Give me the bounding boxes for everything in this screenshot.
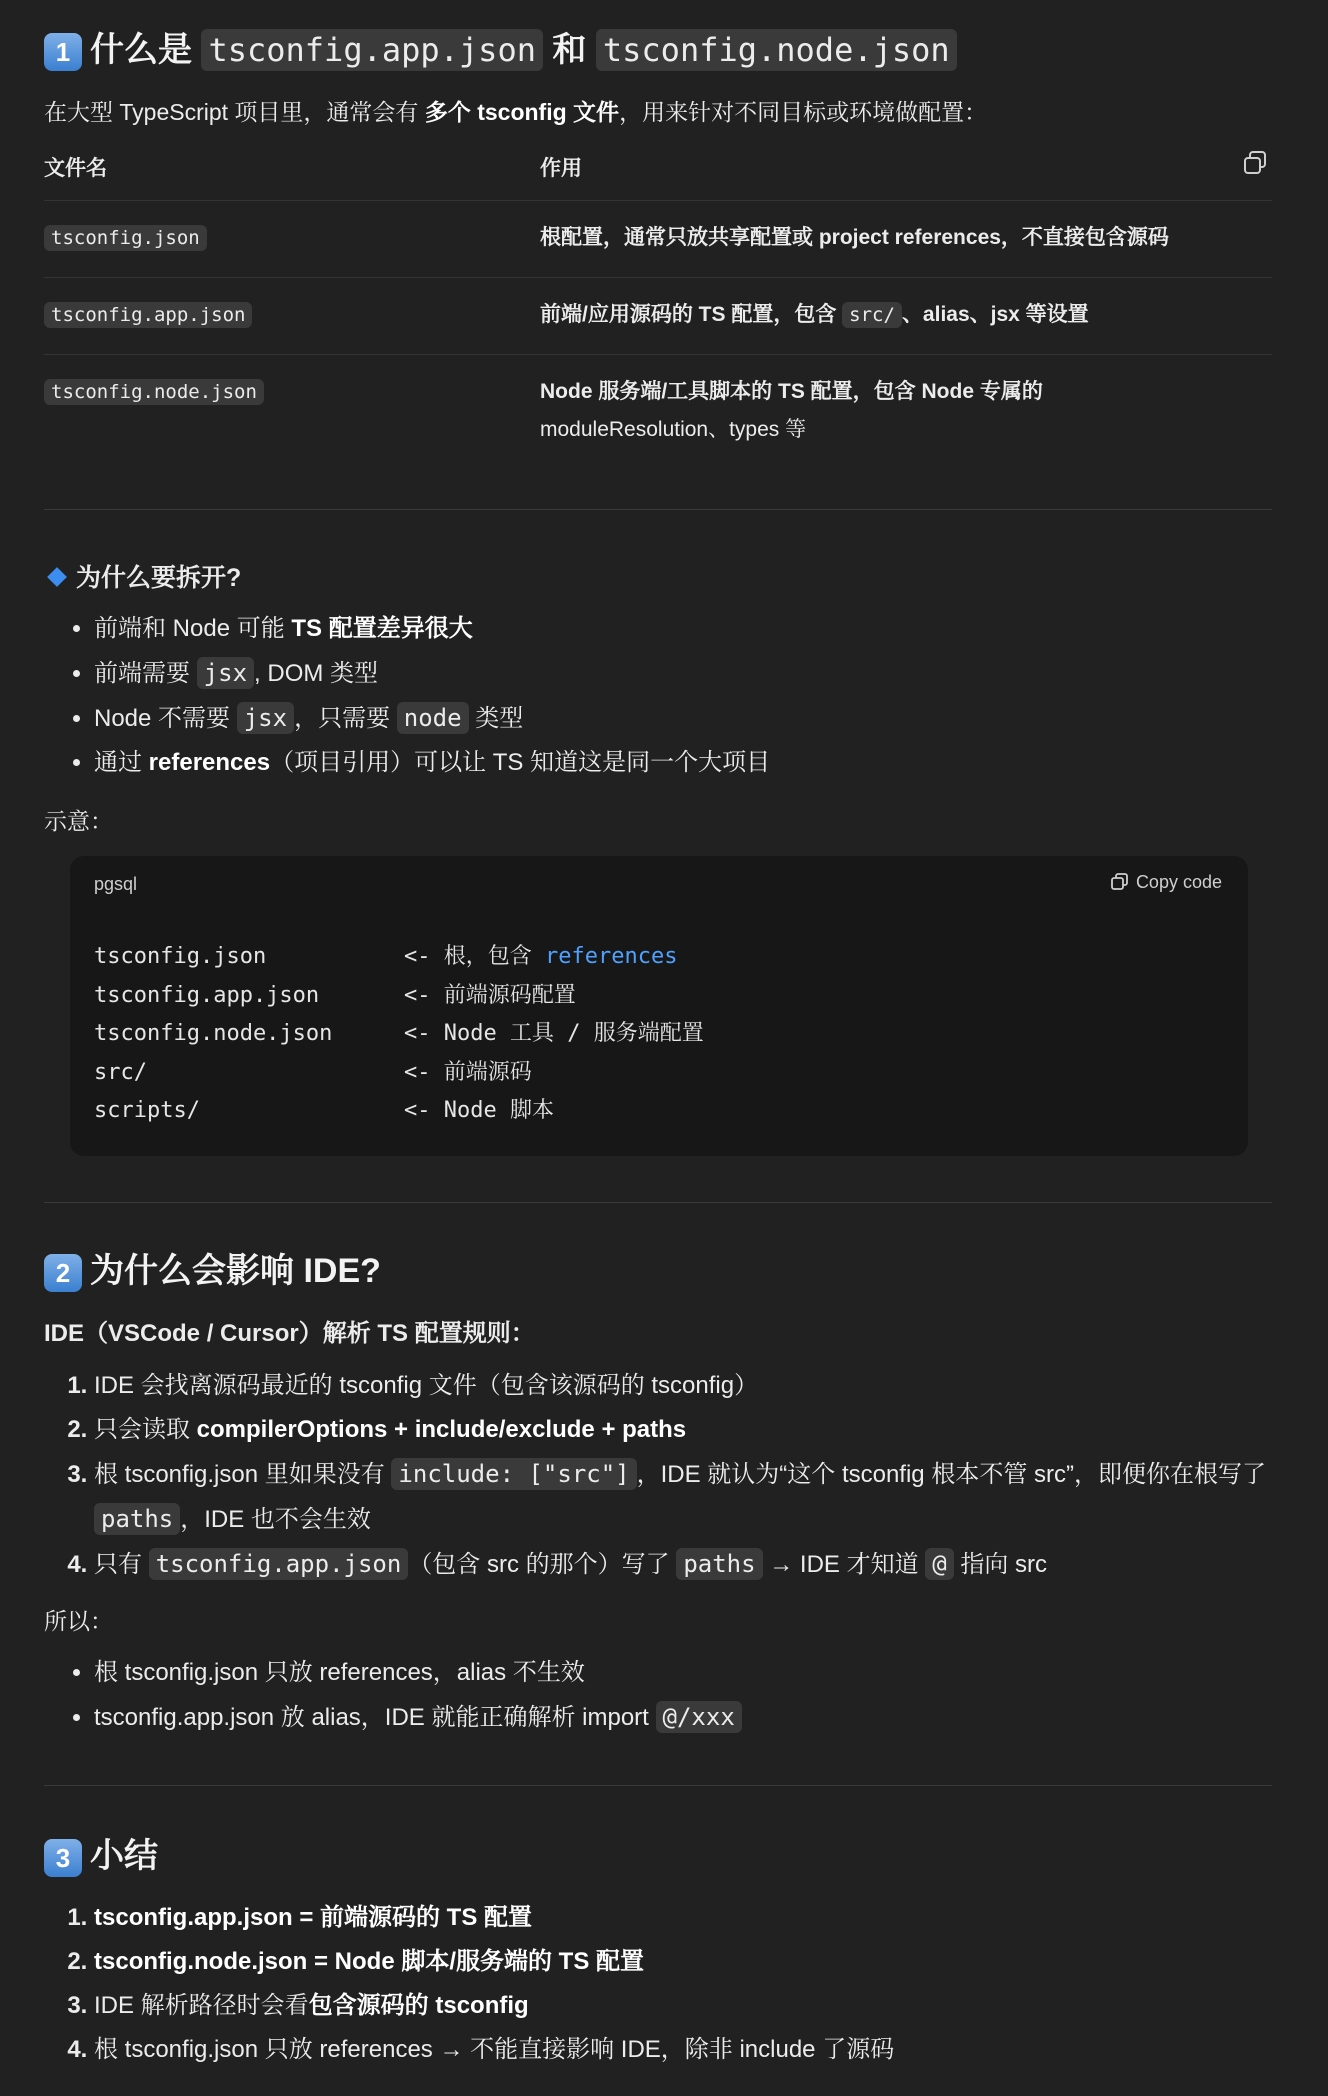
item-text: 通过 [94,749,149,776]
table-cell-file: tsconfig.app.json [44,302,252,328]
why-title: 为什么要拆开? [76,564,242,592]
code-line-right: <- Node 工具 / 服务端配置 [404,1021,704,1046]
item-text: 根 tsconfig.json 里如果没有 [94,1461,392,1488]
code-line-left: src/ [94,1059,147,1085]
list-item [94,1896,1272,1940]
role-line2: moduleResolution、types 等 [540,418,807,441]
item-text: 根 tsconfig.json 只放 references → 不能直接影响 IDE，除非 include 了源码 [94,2036,895,2063]
table-cell-file: tsconfig.node.json [44,379,264,405]
item-text: （项目引用）可以让 TS 知道这是同一个大项目 [270,749,771,776]
table-row [44,201,1272,278]
code-line [94,938,704,977]
summary-list [44,1896,1272,2072]
item-text: 只有 [94,1551,149,1578]
so-label [44,1599,1272,1643]
table-cell-role: 根配置，通常只放共享配置或 project references，不直接包含源码 [540,201,1272,278]
item-text: ，IDE 也不会生效 [180,1506,371,1533]
section2-heading [44,1243,1272,1299]
section2-title: 为什么会影响 IDE? [90,1252,381,1290]
section1-heading [44,22,1272,78]
item-code: node [397,702,469,734]
diagram-label-text: 示意： [44,808,113,834]
list-item [94,2028,1272,2072]
copy-table-icon[interactable] [1242,150,1264,172]
table-header-file: 文件名 [44,157,107,180]
copy-icon [1110,872,1130,892]
table-row [44,355,1272,470]
item-bold: compilerOptions + include/exclude + paths [196,1416,687,1443]
item-text: tsconfig.app.json 放 alias，IDE 就能正确解析 import [94,1704,656,1731]
code-block [70,856,1248,1156]
code-line [94,1092,704,1131]
table-row [44,278,1272,355]
keycap-two-icon: 2 [44,1254,82,1292]
item-text: 前端和 Node 可能 [94,615,292,642]
keycap-one-icon: 1 [44,33,82,71]
item-text: 只会读取 [94,1416,197,1443]
section1-title-mid: 和 [552,31,587,69]
code-line-right: <- 前端源码 [404,1059,532,1085]
role-text: 、alias、jsx 等设置 [901,303,1089,326]
so-list [44,1651,1272,1740]
item-code: paths [676,1548,762,1580]
item-text: , DOM 类型 [254,660,379,687]
list-item [94,1364,1272,1408]
item-text: Node 不需要 [94,705,237,732]
item-code: include: ["src"] [391,1458,636,1490]
table-cell-role [540,278,1272,355]
table-header-role: 作用 [540,157,582,180]
code-line-right: <- 前端源码配置 [404,982,576,1008]
list-item [94,696,1272,741]
section1-intro [44,90,1272,134]
list-item [94,1651,1272,1695]
copy-code-label: Copy code [1135,872,1222,892]
table-cell-role [540,355,1272,470]
keycap-three-icon: 3 [44,1839,82,1877]
why-list [44,607,1272,785]
divider [44,1785,1272,1786]
item-text: ，IDE 就认为“这个 tsconfig 根本不管 src”，即便你在根写了 [636,1461,1266,1488]
code-line-left: tsconfig.json [94,944,267,969]
copy-code-button[interactable] [1110,872,1222,893]
section2-rules [44,1364,1272,1587]
role-code: src/ [842,302,902,328]
so-label-text: 所以： [44,1608,113,1634]
code-line [94,977,704,1016]
section2-subtitle-text: IDE（VSCode / Cursor）解析 TS 配置规则： [44,1320,535,1347]
item-code: tsconfig.app.json [149,1548,409,1580]
divider [44,1202,1272,1203]
list-item [94,1984,1272,2028]
item-bold: tsconfig.node.json = Node 脚本/服务端的 TS 配置 [94,1948,645,1975]
code-language: pgsql [94,874,138,894]
list-item [94,741,1272,785]
table-cell-file: tsconfig.json [44,225,207,251]
section3-heading [44,1828,1272,1884]
item-bold: tsconfig.app.json = 前端源码的 TS 配置 [94,1904,533,1931]
intro-text-a: 在大型 TypeScript 项目里，通常会有 [44,99,425,125]
item-bold: references [148,749,271,776]
item-text: 根 tsconfig.json 只放 references，alias 不生效 [94,1659,585,1686]
item-code: jsx [237,702,294,734]
intro-bold: 多个 tsconfig 文件 [424,99,620,125]
list-item [94,651,1272,696]
code-line-left: tsconfig.app.json [94,982,320,1008]
item-text: → IDE 才知道 [762,1551,926,1578]
section3-title: 小结 [90,1837,158,1875]
item-text: IDE 会找离源码最近的 tsconfig 文件（包含该源码的 tsconfig） [94,1372,759,1399]
code-line [94,1015,704,1054]
role-text: 前端/应用源码的 TS 配置，包含 [540,303,843,326]
item-code: @ [925,1548,953,1580]
intro-text-b: ，用来针对不同目标或环境做配置： [619,99,988,125]
item-code: jsx [197,657,254,689]
item-text: 指向 src [953,1551,1048,1578]
diagram-label [44,799,1272,843]
list-item [94,1940,1272,1984]
section1-title-prefix: 什么是 [90,31,192,69]
item-text: ，只需要 [294,705,397,732]
code-keyword: references [544,944,678,969]
title-code-node: tsconfig.node.json [596,29,957,71]
code-line [94,1054,704,1093]
blue-diamond-icon [47,567,67,587]
section2-subtitle [44,1312,1272,1356]
table [44,146,1272,469]
item-text: 前端需要 [94,660,197,687]
list-item [94,1408,1272,1452]
divider [44,509,1272,510]
item-bold: TS 配置差异很大 [291,615,473,642]
list-item [94,1695,1272,1740]
list-item [94,607,1272,651]
why-heading [44,556,1272,600]
config-table [44,146,1272,469]
code-lines [94,938,704,1131]
item-code: paths [94,1503,180,1535]
code-line-right: <- 根，包含 [404,944,545,969]
code-line-left: scripts/ [94,1098,200,1123]
item-text: 类型 [468,705,524,732]
item-text: （包含 src 的那个）写了 [408,1551,677,1578]
list-item [94,1542,1272,1587]
title-code-app: tsconfig.app.json [201,29,543,71]
item-code: @/xxx [656,1701,742,1733]
code-line-left: tsconfig.node.json [94,1021,333,1046]
item-bold: 包含源码的 tsconfig [308,1992,529,2019]
code-line-right: <- Node 脚本 [404,1098,554,1123]
role-line1: Node 服务端/工具脚本的 TS 配置，包含 Node 专属的 [540,380,1043,403]
item-text: IDE 解析路径时会看 [94,1992,309,2019]
list-item [94,1452,1272,1542]
